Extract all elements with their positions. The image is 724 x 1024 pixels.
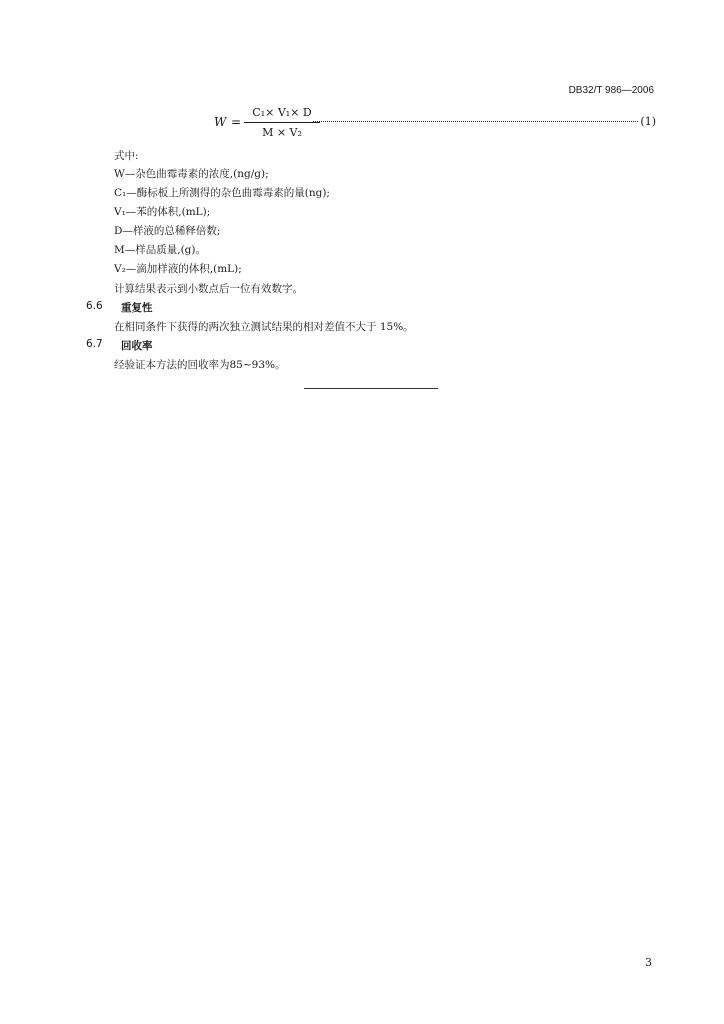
section-text: 经验证本方法的回收率为85~93%。 — [114, 359, 286, 371]
legend-item: V₁—苯的体积,(mL); — [114, 206, 211, 218]
formula-denominator: M × V₂ — [262, 126, 302, 139]
end-rule — [304, 388, 438, 389]
legend-item: C₁—酶标板上所测得的杂色曲霉毒素的量(ng); — [114, 187, 330, 199]
section-title: 重复性 — [121, 302, 153, 314]
section-number: 6.7 — [86, 338, 103, 350]
legend-item: V₂—滴加样液的体积,(mL); — [114, 263, 242, 275]
section-text: 在相同条件下获得的两次独立测试结果的相对差值不大于 15%。 — [114, 321, 414, 333]
standard-number: DB32/T 986—2006 — [568, 85, 654, 96]
legend-note: 计算结果表示到小数点后一位有效数字。 — [114, 283, 303, 295]
fraction-bar — [244, 122, 320, 123]
formula-numerator: C₁× V₁× D — [252, 106, 312, 119]
formula-number: (1) — [640, 115, 656, 128]
section-number: 6.6 — [86, 300, 103, 312]
legend-item: D—样液的总稀释倍数; — [114, 225, 221, 237]
formula — [214, 102, 656, 142]
legend-intro: 式中: — [114, 150, 139, 162]
formula-variable: W — [214, 115, 227, 129]
page-number: 3 — [645, 956, 652, 969]
section-title: 回收率 — [121, 340, 153, 352]
formula-equals: = — [231, 115, 242, 129]
dot-leader — [313, 121, 638, 122]
legend-item: M—样品质量,(g)。 — [114, 244, 207, 256]
legend-item: W—杂色曲霉毒素的浓度,(ng/g); — [114, 168, 269, 180]
